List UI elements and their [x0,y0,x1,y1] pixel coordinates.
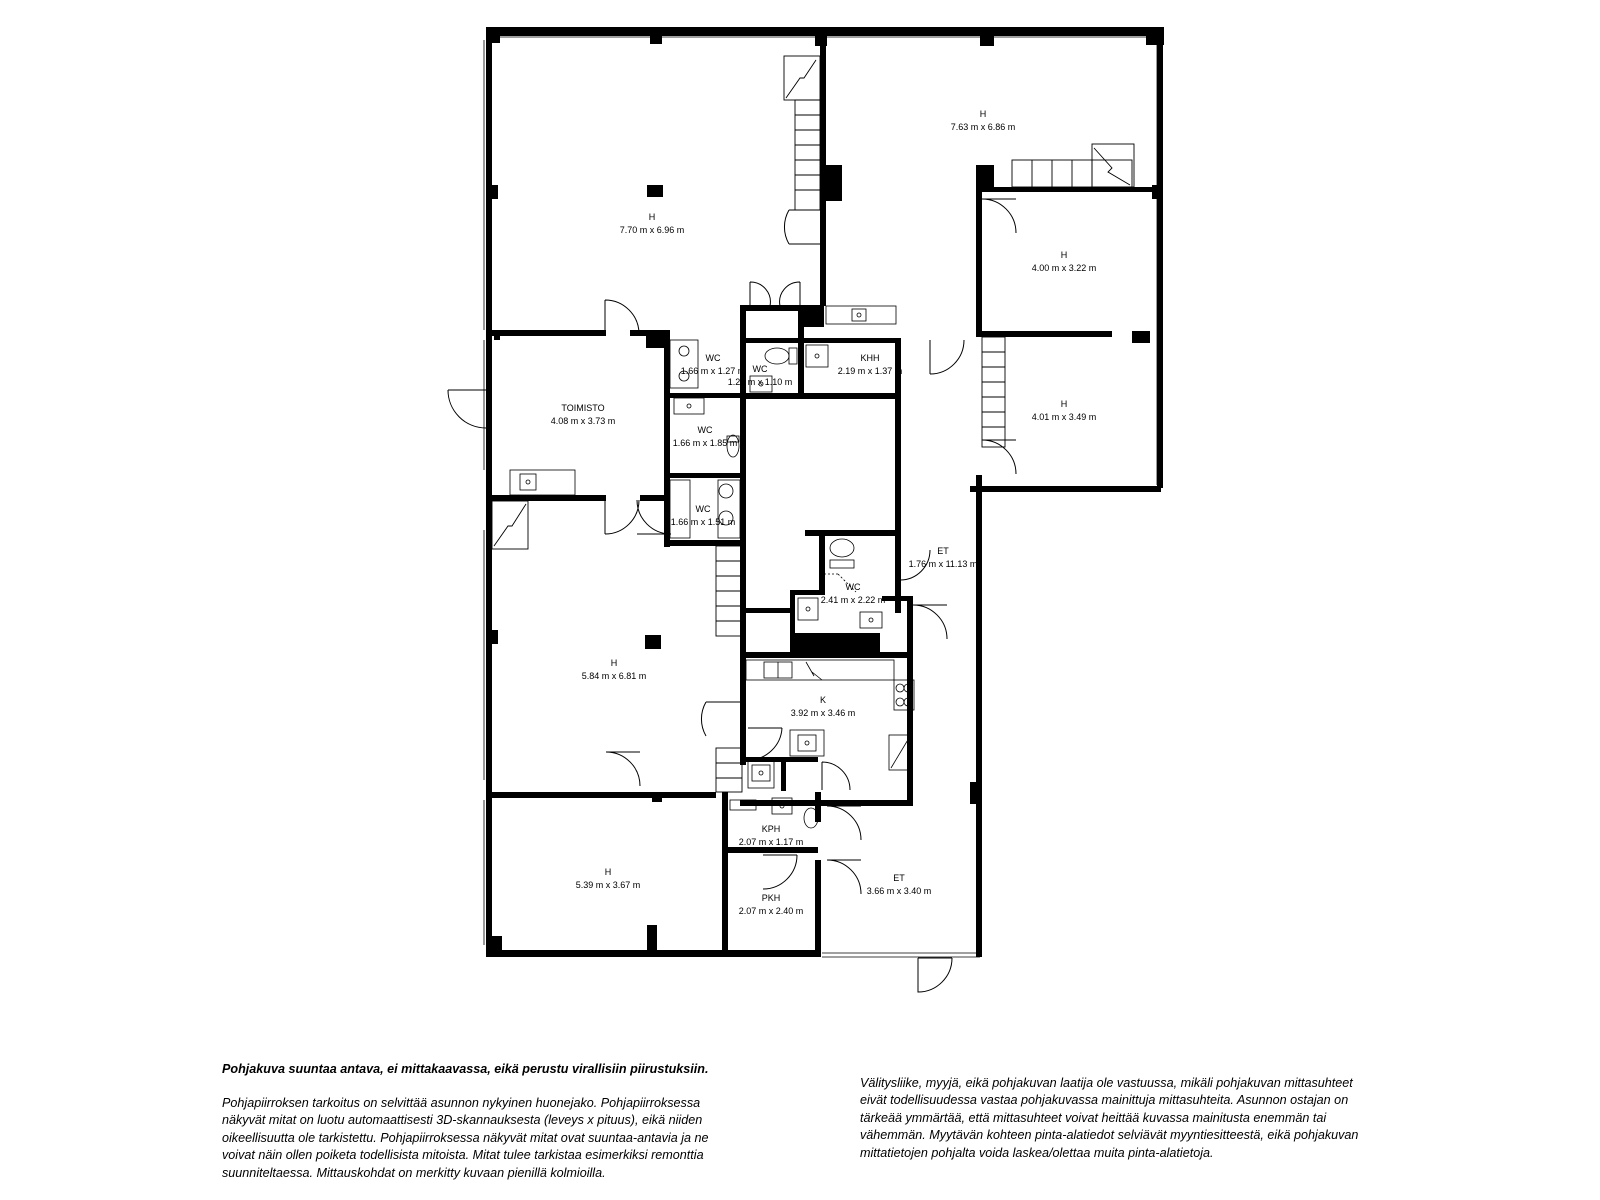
room-khh-size: 2.19 m x 1.37 m [837,366,903,376]
room-h3-name: H [1060,250,1068,260]
room-et2-name: ET [893,873,905,883]
walls [486,27,1164,957]
room-et1-size: 1.76 m x 11.13 m [908,559,978,569]
room-wc3-size: 1.66 m x 1.85 m [672,438,738,448]
room-wc3-name: WC [697,425,713,435]
disclaimer-title: Pohjakuva suuntaa antava, ei mittakaavassa, eikä perustu virallisiin piirustuksiin. [222,1062,709,1076]
fixtures [510,306,914,828]
disclaimer-right: Välitysliike, myyjä, eikä pohjakuvan laatija ole vastuussa, mikäli pohjakuvan mittasuhteet eivät todellisuudessa vastaa pohjakuvassa mainittuja mittasuhteita. Asunnon ostajan on tärkeää ymmärtää, että mittasuhteet voivat heittää kuvassa mainitusta enemmän tai vähemmän. Myytävän kohteen pinta-alatiedot selviävät myyntiesitteestä, eikä pohjakuvan mittatietojen pohjalta voida laskea/olettaa muita pinta-alatietoja. [860,1076,1359,1160]
room-h2-name: H [979,109,987,119]
room-h5-name: H [610,658,618,668]
room-pkh-name: PKH [761,893,781,903]
room-et2-size: 3.66 m x 3.40 m [866,886,932,896]
room-k-name: K [819,695,827,705]
room-wc4-size: 1.66 m x 1.51 m [670,517,736,527]
room-wc2-size: 1.21 m x 1.10 m [727,377,793,387]
room-toimisto-size: 4.08 m x 3.73 m [550,416,616,426]
room-wc1-name: WC [705,353,721,363]
room-wc5-size: 2.41 m x 2.22 m [820,595,886,605]
room-h1-size: 7.70 m x 6.96 m [619,225,685,235]
room-toimisto-name: TOIMISTO [561,403,605,413]
room-kph-size: 2.07 m x 1.17 m [738,837,804,847]
room-h1-name: H [648,212,656,222]
room-h6-size: 5.39 m x 3.67 m [575,880,641,890]
room-h2-size: 7.63 m x 6.86 m [950,122,1016,132]
room-wc5-name: WC [845,582,861,592]
room-wc4-name: WC [695,504,711,514]
room-h4-name: H [1060,399,1068,409]
room-kph-name: KPH [761,824,781,834]
room-et1-name: ET [937,546,949,556]
room-h6-name: H [604,867,612,877]
door-swings [448,199,1016,992]
room-khh-name: KHH [860,353,880,363]
room-wc2-name: WC [752,364,768,374]
disclaimer-left: Pohjapiirroksen tarkoitus on selvittää asunnon nykyinen huonejako. Pohjapiirroksessa näkyvät mitat on luotu automaattisesti 3D-skannauksesta (leveys x pituus), eikä niiden oikeellisuutta ole tarkistettu. Pohjapiirroksessa näkyvät mitat ovat suuntaa-antavia ja ne voivat näin ollen poiketa todellisista mitoista. Mitat tulee tarkistaa esimerkiksi remonttia suunniteltaessa. Mittauskohdat on merkitty kuvaan pienillä kolmioilla. [222,1096,709,1180]
room-h4-size: 4.01 m x 3.49 m [1031,412,1097,422]
room-k-size: 3.92 m x 3.46 m [790,708,856,718]
room-h3-size: 4.00 m x 3.22 m [1031,263,1097,273]
room-pkh-size: 2.07 m x 2.40 m [738,906,804,916]
room-wc1-size: 1.66 m x 1.27 m [680,366,746,376]
room-h5-size: 5.84 m x 6.81 m [581,671,647,681]
